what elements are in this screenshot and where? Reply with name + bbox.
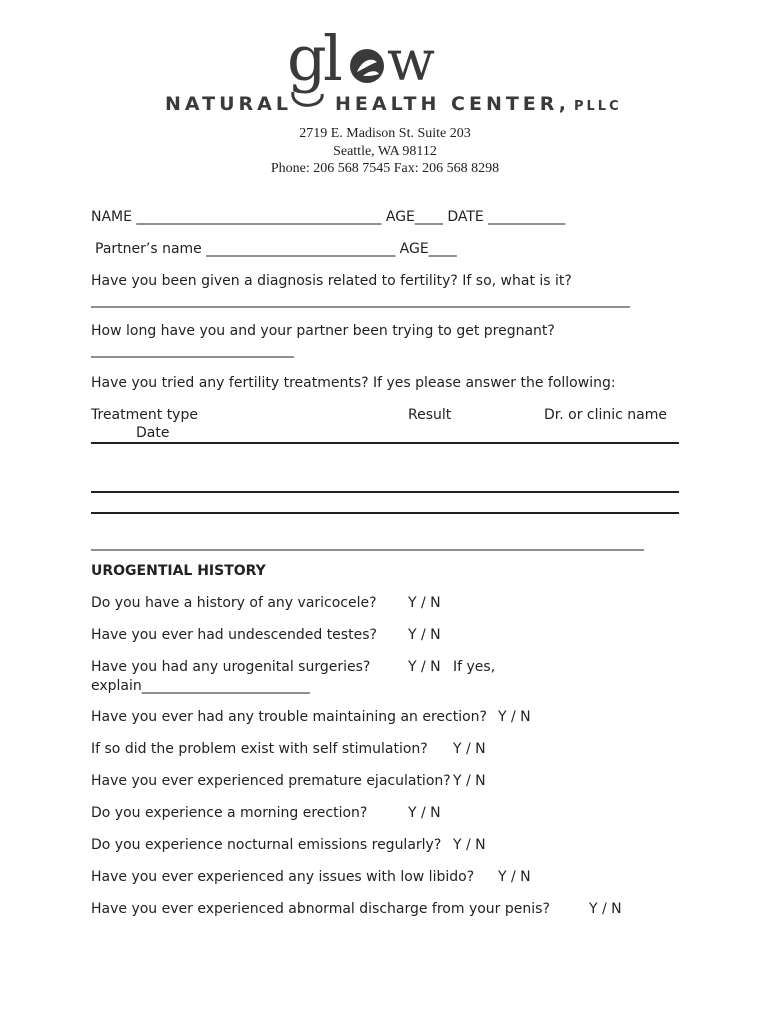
yn-urogenital-surgeries[interactable]: Y / N — [408, 659, 441, 675]
q-varicocele: Do you have a history of any varicocele? — [91, 595, 377, 611]
table-rule-1[interactable] — [91, 442, 679, 444]
logo-pllc: PLLC — [574, 99, 622, 114]
svg-text:w: w — [387, 29, 435, 94]
diagnosis-answer-field[interactable]: _____________________________________________________________________________ — [91, 292, 630, 308]
surgeries-if-yes: If yes, — [453, 659, 496, 675]
logo-swoosh-icon — [289, 88, 325, 110]
col-clinic-name: Dr. or clinic name — [544, 407, 668, 423]
address-line-2: Seattle, WA 98112 — [333, 144, 437, 159]
address-line-3: Phone: 206 568 7545 Fax: 206 568 8298 — [270, 161, 500, 176]
table-final-blank[interactable]: _______________________________________________________________________________ — [91, 535, 644, 551]
logo-natural: NATURAL — [165, 93, 292, 115]
treatments-question: Have you tried any fertility treatments? If yes please answer the following: — [91, 375, 616, 391]
logo-health-center-text: HEALTH CENTER, — [335, 93, 570, 115]
yn-undescended-testes[interactable]: Y / N — [408, 627, 441, 643]
yn-erection-trouble[interactable]: Y / N — [498, 709, 531, 725]
q-premature-ejaculation: Have you ever experienced premature ejaculation? — [91, 773, 451, 789]
yn-varicocele[interactable]: Y / N — [408, 595, 441, 611]
urogenital-heading: UROGENTIAL HISTORY — [91, 563, 266, 579]
address-line-1: 2719 E. Madison St. Suite 203 — [299, 126, 471, 141]
trying-question: How long have you and your partner been trying to get pregnant? — [91, 323, 555, 339]
name-age-date-field[interactable]: NAME ___________________________________ AGE____ DATE ___________ — [91, 209, 566, 225]
svg-text:g: g — [287, 28, 327, 95]
q-nocturnal-emissions: Do you experience nocturnal emissions regularly? — [91, 837, 442, 853]
col-treatment-type: Treatment type — [91, 407, 198, 423]
yn-nocturnal-emissions[interactable]: Y / N — [453, 837, 486, 853]
q-abnormal-discharge: Have you ever experienced abnormal discharge from your penis? — [91, 901, 550, 917]
q-self-stimulation: If so did the problem exist with self stimulation? — [91, 741, 428, 757]
q-undescended-testes: Have you ever had undescended testes? — [91, 627, 377, 643]
diagnosis-question: Have you been given a diagnosis related to fertility? If so, what is it? — [91, 273, 572, 289]
q-urogenital-surgeries: Have you had any urogenital surgeries? — [91, 659, 371, 675]
q-morning-erection: Do you experience a morning erection? — [91, 805, 368, 821]
logo-health-center — [335, 93, 622, 115]
yn-low-libido[interactable]: Y / N — [498, 869, 531, 885]
svg-text:l: l — [323, 28, 343, 95]
yn-abnormal-discharge[interactable]: Y / N — [589, 901, 622, 917]
q-low-libido: Have you ever experienced any issues with low libido? — [91, 869, 475, 885]
trying-answer-field[interactable]: _____________________________ — [91, 342, 294, 358]
partner-name-field[interactable]: Partner’s name ___________________________ AGE____ — [95, 241, 457, 257]
yn-self-stimulation[interactable]: Y / N — [453, 741, 486, 757]
table-rule-3[interactable] — [91, 512, 679, 514]
col-date: Date — [136, 425, 170, 441]
yn-morning-erection[interactable]: Y / N — [408, 805, 441, 821]
yn-premature-ejaculation[interactable]: Y / N — [453, 773, 486, 789]
col-result: Result — [408, 407, 452, 423]
q-erection-trouble: Have you ever had any trouble maintaining an erection? — [91, 709, 487, 725]
table-rule-2[interactable] — [91, 491, 679, 493]
surgeries-explain-field[interactable]: explain________________________ — [91, 678, 310, 694]
